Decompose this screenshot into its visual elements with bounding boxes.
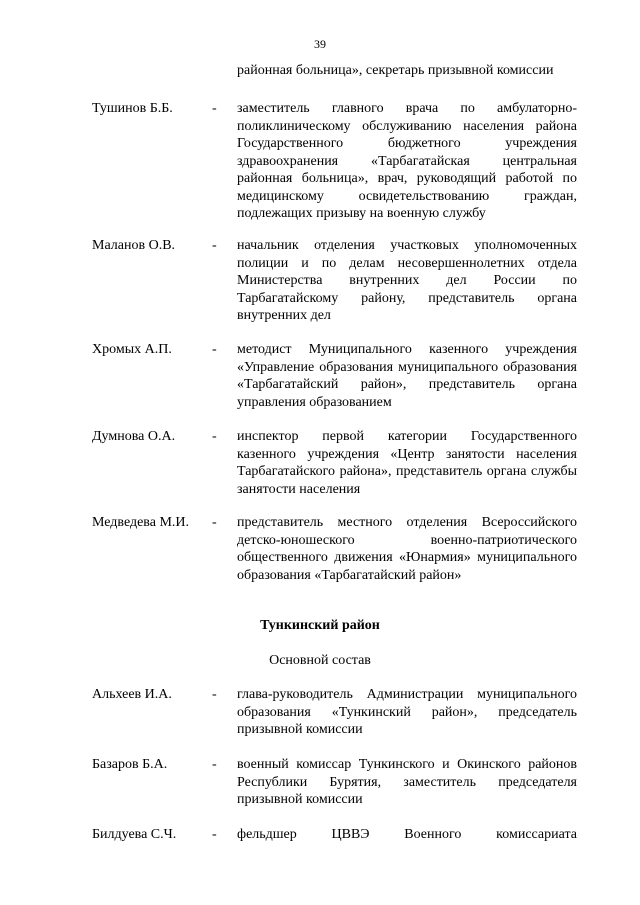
continuation-text: районная больница», секретарь призывной комиссии [237,63,554,78]
page-number: 39 [314,37,326,51]
district-heading: Тункинский район [260,618,380,633]
member-name: Думнова О.А. [92,429,176,444]
member-dash: - [212,238,217,253]
member-dash: - [212,827,217,842]
member-name: Альхеев И.А. [92,687,172,702]
member-role: фельдшер ЦВВЭ Военного комиссариата [237,827,577,842]
member-role: военный комиссар Тункинского и Окинского районов Республики Бурятия, заместитель председателя призывной комиссии [237,757,577,807]
member-name: Маланов О.В. [92,238,176,253]
member-dash: - [212,342,217,357]
member-name: Медведева М.И. [92,515,190,530]
member-role: методист Муниципального казенного учреждения «Управление образования муниципального образования «Тарбагатайский район», представитель органа управления образованием [237,342,577,410]
member-dash: - [212,757,217,772]
member-role: заместитель главного врача по амбулаторно-поликлиническому обслуживанию населения района Государственного бюджетного учреждения здравоохранения «Тарбагатайская центральная районная больница», врач, руководящий работой по медицинскому освидетельствованию граждан, подлежащих призыву на военную службу [237,101,577,221]
member-dash: - [212,429,217,444]
composition-heading: Основной состав [269,653,371,668]
member-dash: - [212,687,217,702]
member-dash: - [212,515,217,530]
member-name: Хромых А.П. [92,342,172,357]
member-role: инспектор первой категории Государственного казенного учреждения «Центр занятости населения Тарбагатайского района», представитель органа службы занятости населения [237,429,577,497]
member-role: представитель местного отделения Всероссийского детско-юношеского военно-патриотического общественного движения «Юнармия» муниципального образования «Тарбагатайский район» [237,515,577,583]
member-dash: - [212,101,217,116]
member-name: Билдуева С.Ч. [92,827,177,842]
member-name: Тушинов Б.Б. [92,101,173,116]
member-name: Базаров Б.А. [92,757,168,772]
member-role: начальник отделения участковых уполномоченных полиции и по делам несовершеннолетних отдела Министерства внутренних дел России по Тарбагатайскому району, представитель органа внутренних дел [237,238,577,323]
member-role: глава-руководитель Администрации муниципального образования «Тункинский район», председатель призывной комиссии [237,687,577,737]
